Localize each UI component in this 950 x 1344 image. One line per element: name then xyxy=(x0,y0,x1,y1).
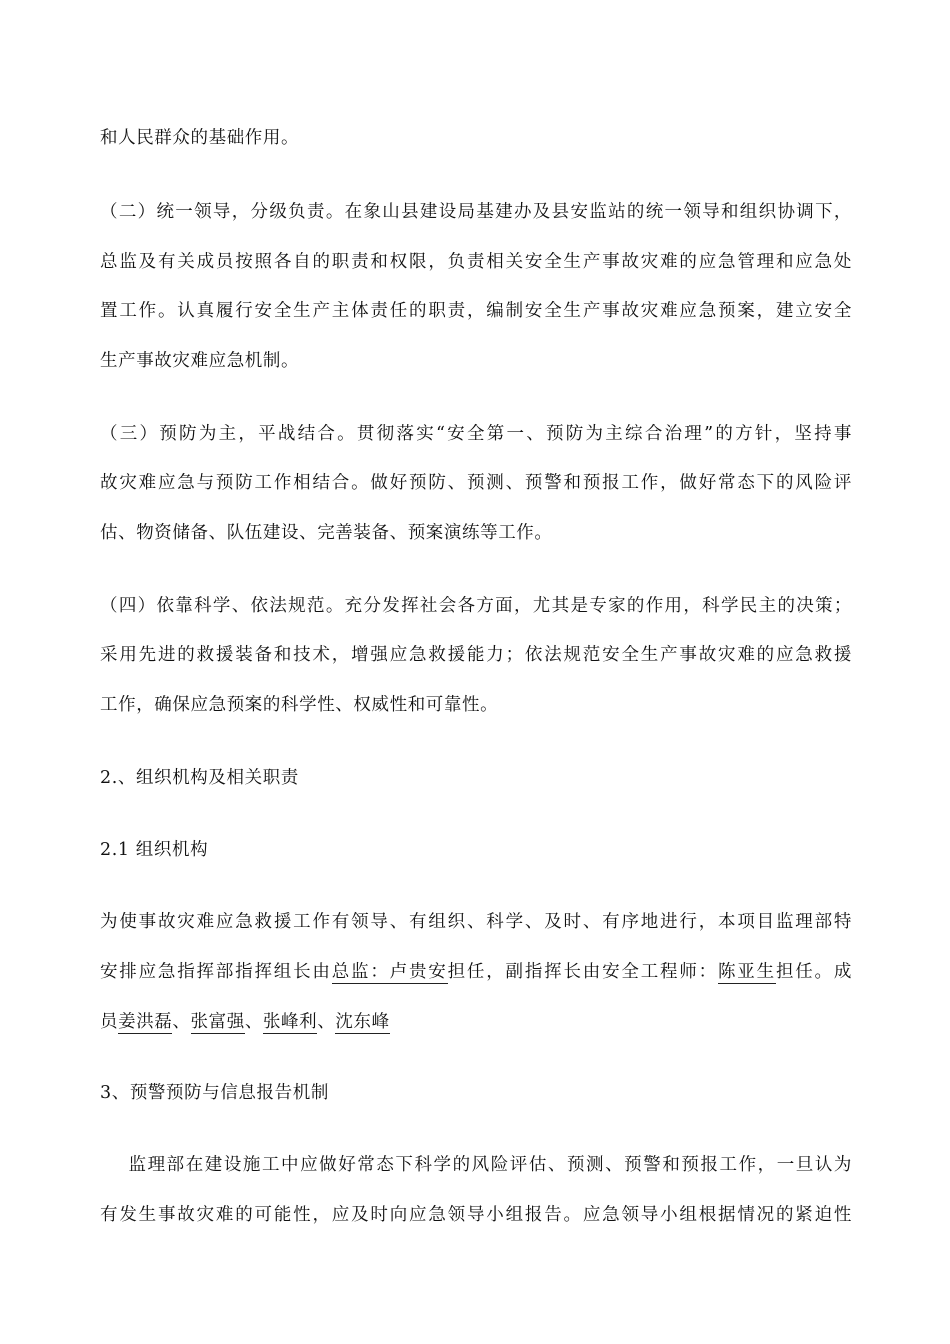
paragraph-6-line-2: 有发生事故灾难的可能性，应及时向应急领导小组报告。应急领导小组根据情况的紧迫性 xyxy=(100,1205,852,1225)
paragraph-3-line-2: 故灾难应急与预防工作相结合。做好预防、预测、预警和预报工作，做好常态下的风险评 xyxy=(100,473,852,493)
paragraph-5-line-1: 为使事故灾难应急救援工作有领导、有组织、科学、及时、有序地进行，本项目监理部特 xyxy=(100,912,852,932)
text-run: 安排应急指挥部指挥组长由 xyxy=(100,962,332,982)
chief-director-underlined: 总监：卢贵安 xyxy=(331,962,448,982)
text-run: 员 xyxy=(100,1012,119,1032)
separator: 、 xyxy=(244,1012,263,1032)
separator: 、 xyxy=(172,1012,191,1032)
paragraph-2-line-2: 总监及有关成员按照各自的职责和权限，负责相关安全生产事故灾难的应急管理和应急处 xyxy=(100,252,852,272)
section-heading-2: 2.、组织机构及相关职责 xyxy=(100,768,299,788)
paragraph-4-line-2: 采用先进的救援装备和技术，增强应急救援能力；依法规范安全生产事故灾难的应急救援 xyxy=(100,645,852,665)
section-heading-2-1: 2.1 组织机构 xyxy=(100,840,209,860)
separator: 、 xyxy=(317,1012,336,1032)
member-name-underlined: 姜洪磊 xyxy=(118,1012,173,1032)
paragraph-2-line-4: 生产事故灾难应急机制。 xyxy=(100,351,300,371)
paragraph-3-line-1: （三）预防为主，平战结合。贯彻落实“安全第一、预防为主综合治理”的方针，坚持事 xyxy=(100,424,852,444)
section-heading-3: 3、预警预防与信息报告机制 xyxy=(100,1083,329,1103)
paragraph-6-line-1: 监理部在建设施工中应做好常态下科学的风险评估、预测、预警和预报工作，一旦认为 xyxy=(100,1155,852,1175)
member-name-underlined: 沈东峰 xyxy=(335,1012,390,1032)
paragraph-4-line-1: （四）依靠科学、依法规范。充分发挥社会各方面，尤其是专家的作用，科学民主的决策； xyxy=(100,596,852,616)
paragraph-5-line-3 xyxy=(100,1010,390,1034)
text-run: 担任。成 xyxy=(775,962,852,982)
paragraph-5-line-2 xyxy=(100,960,852,984)
text-run: 担任，副指挥长由安全工程师： xyxy=(447,962,718,982)
member-name-underlined: 张峰利 xyxy=(262,1012,318,1032)
safety-engineer-underlined: 陈亚生 xyxy=(718,962,776,982)
paragraph-2-line-3: 置工作。认真履行安全生产主体责任的职责，编制安全生产事故灾难应急预案，建立安全 xyxy=(100,301,852,321)
paragraph-3-line-3: 估、物资储备、队伍建设、完善装备、预案演练等工作。 xyxy=(100,523,553,543)
text-line: 和人民群众的基础作用。 xyxy=(100,128,300,148)
member-name-underlined: 张富强 xyxy=(190,1012,245,1032)
paragraph-2-line-1: （二）统一领导，分级负责。在象山县建设局基建办及县安监站的统一领导和组织协调下， xyxy=(100,202,852,222)
paragraph-4-line-3: 工作，确保应急预案的科学性、权威性和可靠性。 xyxy=(100,695,499,715)
